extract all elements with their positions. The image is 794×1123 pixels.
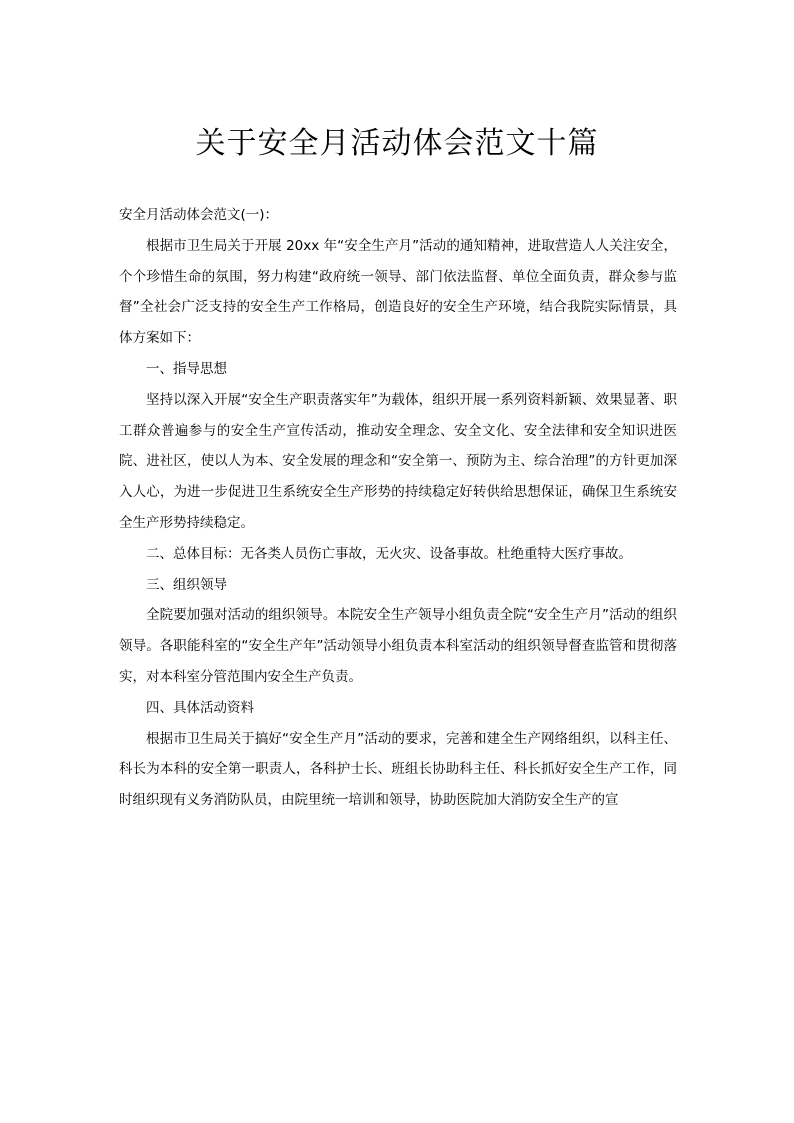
paragraph-intro: 根据市卫生局关于开展 20xx 年“安全生产月”活动的通知精神，进取营造人人关注安全，个个珍惜生命的氛围，努力构建“政府统一领导、部门依法监督、单位全面负责，群众参与监督”全社会广泛支持的安全生产工作格局，创造良好的安全生产环境，结合我院实际情景，具体方案如下： [119,237,677,347]
document-body [119,200,677,816]
section-heading-activities: 四、具体活动资料 [146,699,254,716]
section-heading-guiding-thought: 一、指导思想 [146,360,227,377]
document-title: 关于安全月活动体会范文十篇 [195,126,599,161]
paragraph-guiding-thought: 坚持以深入开展“安全生产职责落实年”为载体，组织开展一系列资料新颖、效果显著、职工群众普遍参与的安全生产宣传活动，推动安全理念、安全文化、安全法律和安全知识进医院、进社区，使以人为本、安全发展的理念和“安全第一、预防为主、综合治理”的方针更加深入人心，为进一步促进卫生系统安全生产形势的持续稳定好转供给思想保证，确保卫生系统安全生产形势持续稳定。 [119,391,677,531]
paragraph-overall-goal: 二、总体目标：无各类人员伤亡事故，无火灾、设备事故。杜绝重特大医疗事故。 [146,545,632,562]
section-heading-organization: 三、组织领导 [146,576,227,593]
section-heading-fan-wen-1: 安全月活动体会范文(一)： [119,207,279,223]
paragraph-activities: 根据市卫生局关于搞好“安全生产月”活动的要求，完善和建全生产网络组织，以科主任、科长为本科的安全第一职责人，各科护士长、班组长协助科主任、科长抓好安全生产工作，同时组织现有义务消防队员，由院里统一培训和领导，协助医院加大消防安全生产的宣 [119,730,677,809]
paragraph-organization: 全院要加强对活动的组织领导。本院安全生产领导小组负责全院“安全生产月”活动的组织领导。各职能科室的“安全生产年”活动领导小组负责本科室活动的组织领导督查监管和贯彻落实，对本科室分管范围内安全生产负责。 [119,607,677,685]
